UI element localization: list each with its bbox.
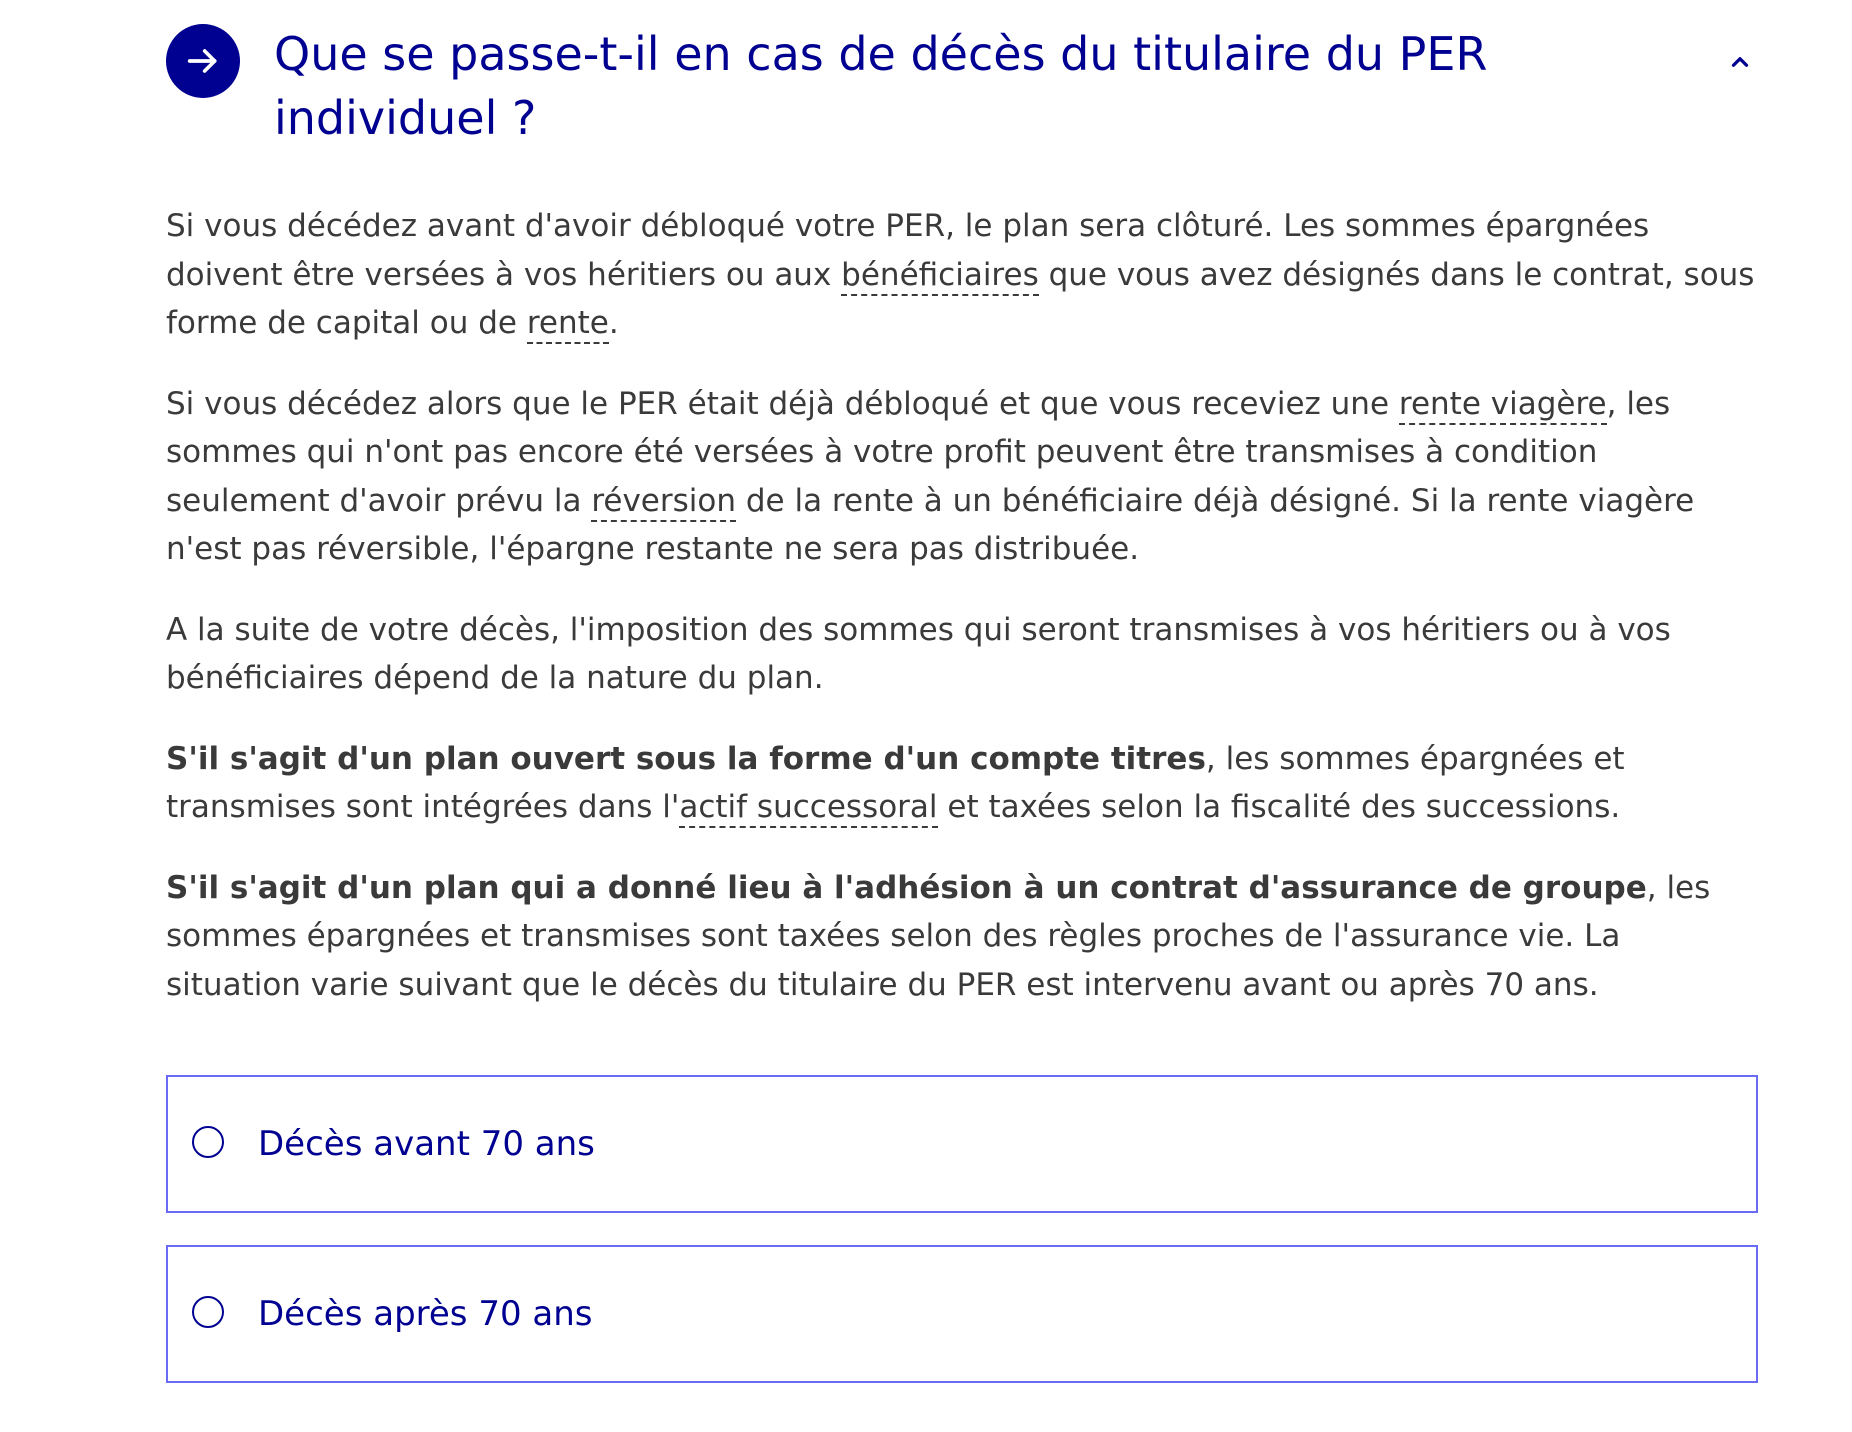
paragraph-before-unlock: Si vous décédez avant d'avoir débloqué votre PER, le plan sera clôturé. Les sommes épargnées doivent être versées à vos héritiers ou aux bénéficiaires que vous avez désignés dans le contrat, sous forme de capital ou de rente. bbox=[166, 202, 1758, 348]
arrow-right-icon bbox=[166, 24, 240, 98]
radio-circle-icon[interactable] bbox=[192, 1296, 224, 1328]
age-options bbox=[166, 1075, 1758, 1383]
paragraph-compte-titres: S'il s'agit d'un plan ouvert sous la forme d'un compte titres, les sommes épargnées et transmises sont intégrées dans l'actif successoral et taxées selon la fiscalité des successions. bbox=[166, 735, 1758, 832]
faq-question-title[interactable]: Que se passe-t-il en cas de décès du titulaire du PER individuel ? bbox=[274, 27, 1488, 145]
faq-answer bbox=[166, 202, 1758, 1009]
term-rente[interactable]: rente bbox=[527, 305, 609, 344]
option-label[interactable]: Décès avant 70 ans bbox=[258, 1124, 595, 1164]
paragraph-assurance-groupe: S'il s'agit d'un plan qui a donné lieu à l'adhésion à un contrat d'assurance de groupe, les sommes épargnées et transmises sont taxées selon des règles proches de l'assurance vie. La situation varie suivant que le décès du titulaire du PER est intervenu avant ou après 70 ans. bbox=[166, 869, 1711, 1003]
term-reversion[interactable]: réversion bbox=[591, 483, 736, 522]
term-beneficiaires[interactable]: bénéficiaires bbox=[841, 257, 1039, 296]
radio-circle-icon[interactable] bbox=[192, 1126, 224, 1158]
faq-question-header[interactable] bbox=[166, 0, 1758, 150]
paragraph-taxation-intro: A la suite de votre décès, l'imposition des sommes qui seront transmises à vos héritiers ou à vos bénéficiaires dépend de la nature du plan. bbox=[166, 611, 1671, 696]
faq-section bbox=[166, 0, 1758, 1415]
option-label[interactable]: Décès après 70 ans bbox=[258, 1294, 593, 1334]
option-before-70[interactable] bbox=[166, 1075, 1758, 1213]
paragraph-after-unlock: Si vous décédez alors que le PER était déjà débloqué et que vous receviez une rente viagère, les sommes qui n'ont pas encore été versées à votre profit peuvent être transmises à condition seulement d'avoir prévu la réversion de la rente à un bénéficiaire déjà désigné. Si la rente viagère n'est pas réversible, l'épargne restante ne sera pas distribuée. bbox=[166, 385, 1695, 567]
option-after-70[interactable] bbox=[166, 1245, 1758, 1383]
term-rente-viagere[interactable]: rente viagère bbox=[1399, 386, 1607, 425]
chevron-up-icon[interactable] bbox=[1722, 44, 1758, 80]
term-actif-successoral[interactable]: actif successoral bbox=[679, 789, 937, 828]
